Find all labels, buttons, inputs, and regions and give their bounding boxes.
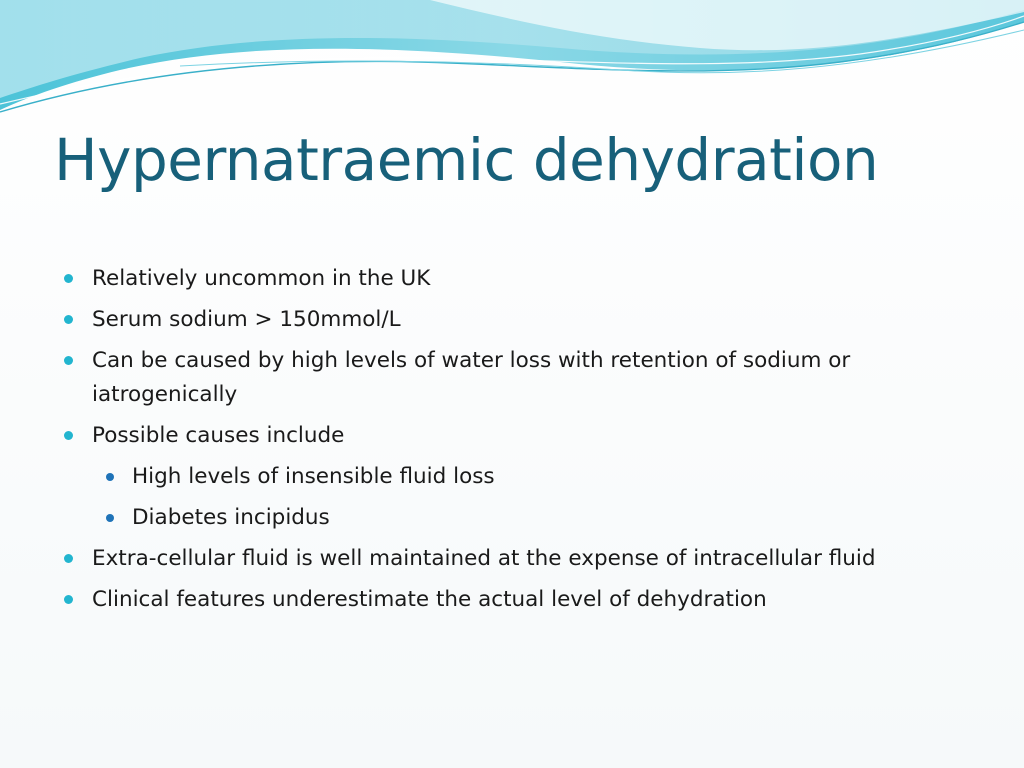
bullet-dot-icon xyxy=(64,315,73,324)
sub-bullet-dot-icon xyxy=(106,514,114,522)
bullet-item xyxy=(62,419,962,453)
bullet-dot-icon xyxy=(64,356,73,365)
bullet-dot-icon xyxy=(64,554,73,563)
bullet-item xyxy=(62,344,962,412)
bullet-text: Clinical features underestimate the actual level of dehydration xyxy=(92,587,767,612)
sub-bullet-text: Diabetes incipidus xyxy=(132,505,330,530)
sub-bullet-dot-icon xyxy=(106,473,114,481)
bullet-text: Relatively uncommon in the UK xyxy=(92,266,431,291)
sub-bullet-item xyxy=(104,460,962,494)
bullet-item xyxy=(62,583,962,617)
bullet-dot-icon xyxy=(64,274,73,283)
bullet-dot-icon xyxy=(64,595,73,604)
bullet-item xyxy=(62,303,962,337)
sub-bullet-item xyxy=(104,501,962,535)
header-wave-decoration xyxy=(0,0,1024,130)
bullet-item xyxy=(62,262,962,296)
sub-bullet-text: High levels of insensible fluid loss xyxy=(132,464,495,489)
bullet-text: Can be caused by high levels of water loss with retention of sodium or iatrogenically xyxy=(92,348,851,407)
bullet-text: Extra-cellular fluid is well maintained at the expense of intracellular fluid xyxy=(92,546,876,571)
bullet-item xyxy=(62,542,962,576)
bullet-text: Possible causes include xyxy=(92,423,345,448)
bullet-text: Serum sodium > 150mmol/L xyxy=(92,307,401,332)
bullet-dot-icon xyxy=(64,431,73,440)
bullet-list xyxy=(62,262,962,624)
slide-title: Hypernatraemic dehydration xyxy=(54,126,879,194)
